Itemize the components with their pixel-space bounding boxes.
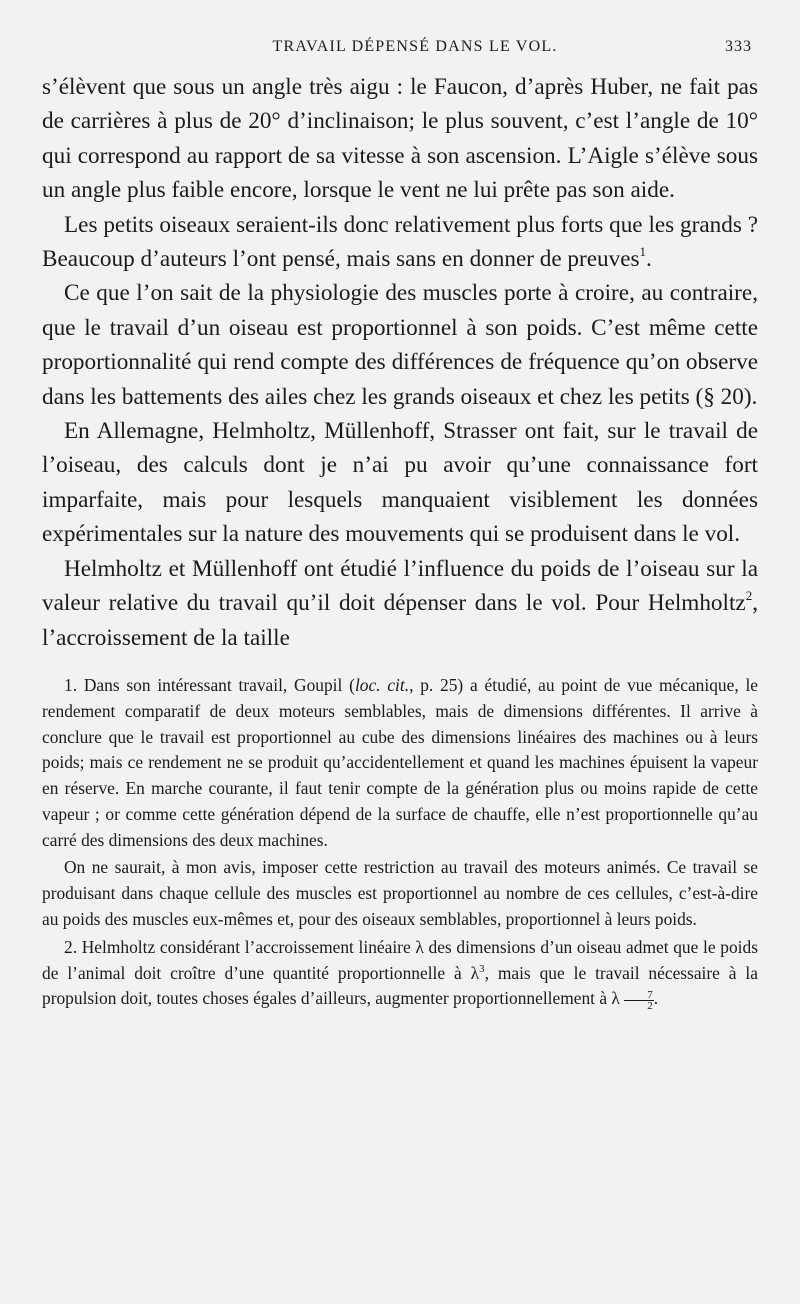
- footnote-text: On ne saurait, à mon avis, imposer cette restriction au travail des moteurs animés. Ce travail se produisant dans chaque cellule des muscles est proportionnel au nombre de ces cellules, c’est-à-dire au poids des muscles eux-mêmes et, pour des oiseaux semblables, proportionnel à leurs poids.: [42, 857, 758, 930]
- fraction-denominator: 2: [647, 999, 653, 1012]
- paragraph-continued: [42, 70, 758, 208]
- footnote-text: , mais que le travail nécessaire à la propulsion doit, toutes choses égales d’ailleurs, augmenter proportionnellement à λ: [42, 962, 758, 1009]
- running-header: [42, 30, 758, 64]
- main-text: [42, 70, 758, 655]
- footnote-text: .: [653, 988, 659, 1009]
- paragraph-text: Les petits oiseaux seraient-ils donc relativement plus forts que les grands ? Beaucoup d’auteurs l’ont pensé, mais sans en donner de preuves: [42, 211, 758, 273]
- footnote-ref: 2: [745, 588, 753, 604]
- citation: loc. cit.: [354, 674, 410, 695]
- paragraph-text: Ce que l’on sait de la physiologie des muscles porte à croire, au contraire, que le travail d’un oiseau est proportionnel à son poids. C’est même cette proportionnalité qui rend compte des différences de fréquence qu’on observe dans les battements des ailes chez les grands oiseaux et chez les petits (§ 20).: [42, 280, 758, 410]
- footnote-ref: 1: [639, 244, 647, 260]
- paragraph-text: Helmholtz et Müllenhoff ont étudié l’influence du poids de l’oiseau sur la valeur relative du travail qu’il doit dépenser dans le vol. Pour Helmholtz: [42, 555, 758, 617]
- page-number: 333: [725, 38, 752, 55]
- paragraph: [42, 208, 758, 277]
- paragraph: [42, 276, 758, 414]
- footnote-2: [42, 935, 758, 1012]
- exponent: 3: [479, 962, 485, 975]
- footnote-text: , p. 25) a étudié, au point de vue mécanique, le rendement comparatif de deux moteurs semblables, mais de dimensions différentes. Il arrive à conclure que le travail est proportionnel au cube des dimensions linéaires des machines ou à leurs poids; mais ce rendement ne se produit qu’accidentellement et quand les machines épuisent la vapeur en réserve. En marche courante, il faut tenir compte de la génération plus ou moins rapide de cette vapeur ; or comme cette génération dépend de la surface de chauffe, elle n’est proportionnelle qu’au carré des dimensions des deux machines.: [42, 674, 759, 850]
- fraction-numerator: 7: [624, 990, 654, 1001]
- footnote-text: Helmholtz considérant l’accroissement linéaire λ des dimensions d’un oiseau admet que le poids de l’animal doit croître d’une quantité proportionnelle à λ: [42, 936, 758, 983]
- running-title: TRAVAIL DÉPENSÉ DANS LE VOL.: [272, 38, 558, 55]
- footnote-1-continued: [42, 855, 758, 932]
- paragraph-text: , l’accroissement de la taille: [42, 590, 758, 651]
- paragraph: [42, 552, 758, 655]
- paragraph-text: En Allemagne, Helmholtz, Müllenhoff, Strasser ont fait, sur le travail de l’oiseau, des calculs dont je n’ai pu avoir qu’une connaissance fort imparfaite, mais pour lesquels manquaient visiblement les données expérimentales sur la nature des mouvements qui se produisent dans le vol.: [42, 418, 758, 548]
- fraction: [624, 990, 654, 1011]
- footnote-1: [42, 673, 758, 854]
- footnote-text: Dans son intéressant travail, Goupil (: [83, 674, 355, 695]
- paragraph: [42, 414, 758, 552]
- footnote-number: 1.: [64, 674, 78, 695]
- footnote-number: 2.: [64, 936, 78, 957]
- footnotes: [42, 673, 758, 1012]
- paragraph-text: s’élèvent que sous un angle très aigu : le Faucon, d’après Huber, ne fait pas de carrières à plus de 20° d’inclinaison; le plus souvent, c’est l’angle de 10° qui correspond au rapport de sa vitesse à son ascension. L’Aigle s’élève sous un angle plus faible encore, lorsque le vent ne lui prête pas son aide.: [42, 74, 758, 204]
- paragraph-text: .: [646, 246, 652, 273]
